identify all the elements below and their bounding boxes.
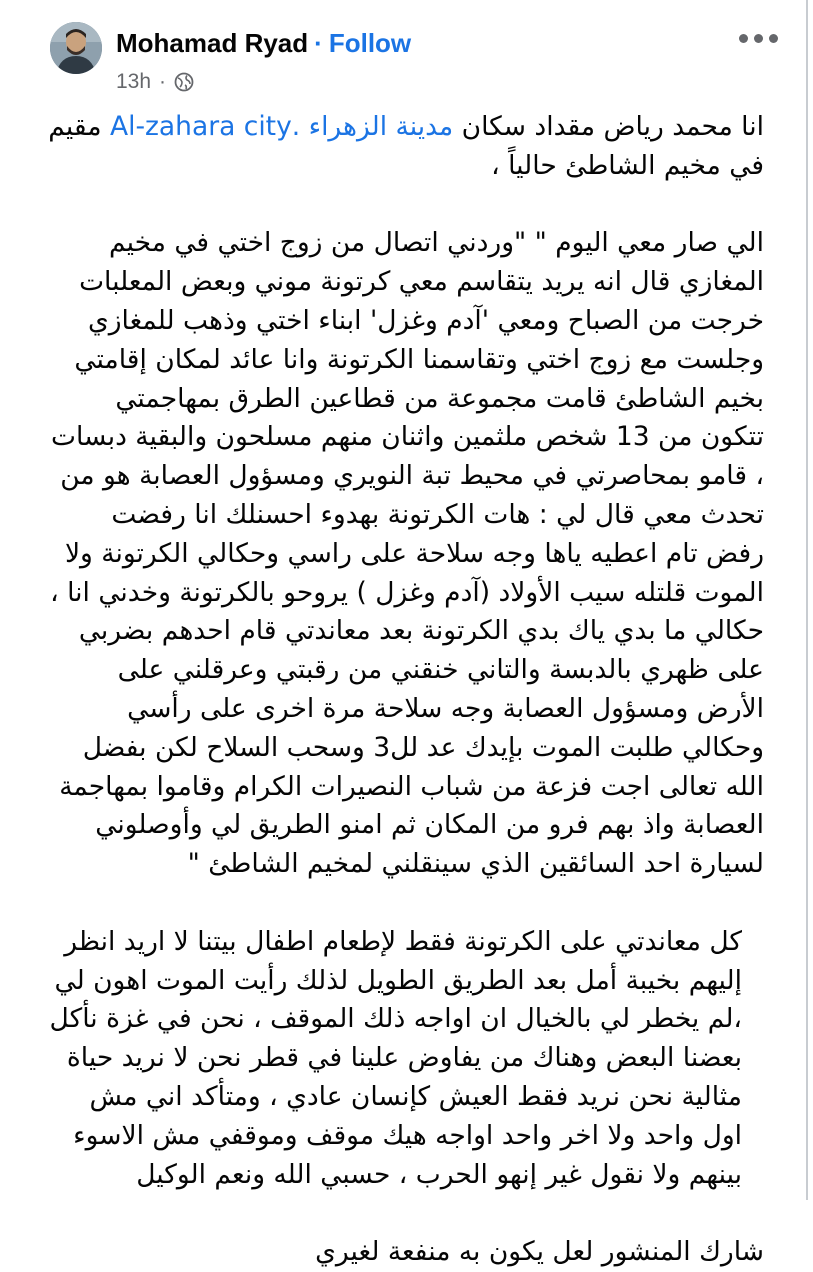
location-link[interactable]: مدينة الزهراء .Al-zahara city bbox=[109, 111, 454, 142]
paragraph-share: شارك المنشور لعل يكون به منفعة لغيري bbox=[315, 1236, 764, 1268]
post-body bbox=[48, 108, 764, 1272]
timestamp[interactable]: 13h bbox=[116, 70, 152, 93]
more-dot bbox=[769, 34, 778, 43]
meta-separator: · bbox=[159, 70, 167, 93]
post-meta bbox=[116, 70, 194, 94]
author-name[interactable]: Mohamad Ryad bbox=[116, 28, 309, 58]
follow-button[interactable]: Follow bbox=[328, 28, 412, 58]
author-row bbox=[116, 28, 411, 59]
more-options-icon[interactable] bbox=[739, 34, 778, 43]
separator-dot: · bbox=[314, 28, 323, 58]
paragraph-gap bbox=[48, 1194, 764, 1233]
avatar-photo-icon bbox=[50, 22, 102, 74]
more-dot bbox=[754, 34, 763, 43]
paragraph-reflection: كل معاندتي على الكرتونة فقط لإطعام اطفال بيتنا لا اريد انظر إليهم بخيبة أمل بعد الطريق الطويل لذلك رأيت الموت اهون لي ،لم يخطر لي بالخيال ان اواجه ذلك الموقف ، نحن في غزة نأكل بعضنا البعض وهناك من يفاوض علينا في قطر نحن لا نريد حياة مثالية نحن نريد فقط العيش كإنسان عادي ، ومتأكد اني مش اول واحد ولا اخر واحد اواجه هيك موقف وموقفي مش الاسوء بينهم ولا نقول غير إنهو الحرب ، حسبي الله ونعم الوكيل bbox=[49, 925, 742, 1190]
intro-text-start: انا محمد رياض مقداد سكان bbox=[453, 111, 764, 142]
paragraph-intro bbox=[48, 108, 764, 186]
paragraph-gap bbox=[48, 186, 764, 225]
globe-icon[interactable] bbox=[174, 72, 194, 92]
avatar[interactable] bbox=[50, 22, 102, 74]
paragraph-story: الي صار معي اليوم " "وردني اتصال من زوج اختي في مخيم المغازي قال انه يريد يتقاسم معي كرتونة موني وبعض المعلبات خرجت من الصباح ومعي 'آدم وغزل' ابناء اختي وذهب للمغازي وجلست مع زوج اختي وتقاسمنا الكرتونة وانا عائد لمكان إقامتي بخيم الشاطئ قامت مجموعة من قطاعين الطرق بمهاجمتي تتكون من 13 شخص ملثمين واثنان منهم مسلحون والبقية دبسات ، قامو بمحاصرتي في محيط تبة النويري ومسؤول العصابة هو من تحدث معي قال لي : هات الكرتونة بهدوء احسنلك انا رفضت رفض تام اعطيه ياها وجه سلاحة على راسي وحكالي الكرتونة ولا الموت قلتله سيب الأولاد (آدم وغزل ) يروحو بالكرتونة وخدني انا ، حكالي ما بدي ياك بدي الكرتونة بعد معاندتي قام احدهم بضربي على ظهري بالدبسة والتاني خنقني من رقبتي وعرقلني على الأرض ومسؤول العصابة وجه سلاحة مرة اخرى على رأسي وحكالي طلبت الموت بإيدك عد لل3 وسحب السلاح لكن بفضل الله تعالى اجت فزعة من شباب النصيرات الكرام وقاموا بمهاجمة العصابة واذ بهم فرو من المكان ثم امنو الطريق لي وأوصلوني لسيارة احد السائقين الذي سينقلني لمخيم الشاطئ " bbox=[50, 227, 764, 880]
paragraph-gap bbox=[48, 884, 764, 923]
intro-text-end: مقيم في مخيم الشاطئ حالياً ، bbox=[48, 111, 764, 181]
more-dot bbox=[739, 34, 748, 43]
